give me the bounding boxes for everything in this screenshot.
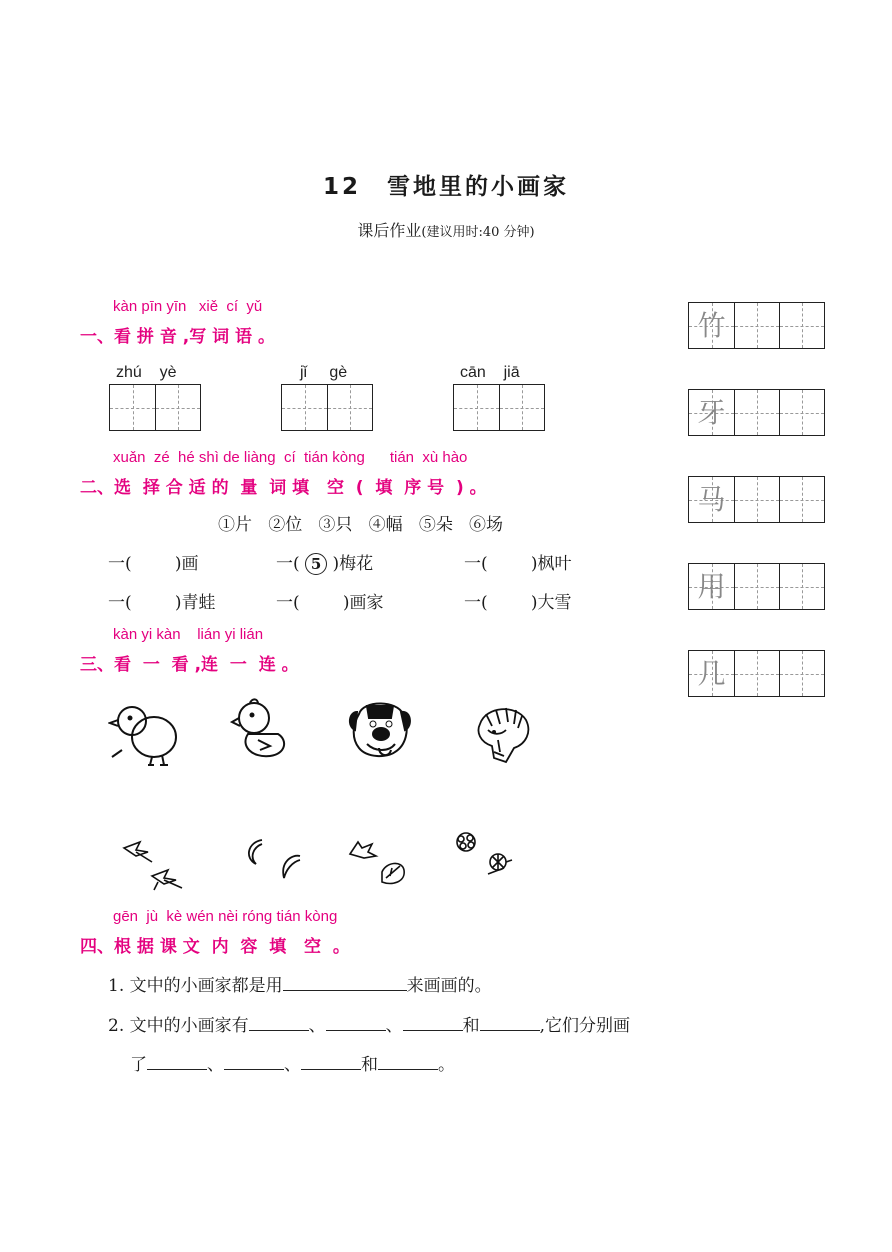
q1-text-a: 1. 文中的小画家都是用 xyxy=(108,976,283,996)
practice-grid-1[interactable] xyxy=(688,302,825,349)
practice-grid-5[interactable] xyxy=(688,650,825,697)
section1-heading: 一、看 拼 音 ,写 词 语 。 xyxy=(80,327,275,347)
lesson-title: 雪地里的小画家 xyxy=(387,174,569,200)
crescent-moon-footprint[interactable] xyxy=(240,834,306,890)
measure-word-options: ①片 ②位 ③只 ④幅 ⑤朵 ⑥场 xyxy=(218,515,504,535)
section3-heading: 三、看 一 看 ,连 一 连 。 xyxy=(80,655,299,675)
practice-char: 竹 xyxy=(697,309,726,342)
q2-blank-2[interactable] xyxy=(326,1014,386,1031)
word3-pinyin: cān jiā xyxy=(460,364,520,381)
section2-pinyin: xuǎn zé hé shì de liàng cí tián kòng tián xù hào xyxy=(113,449,468,466)
q1-text-b: 来画画的。 xyxy=(406,976,492,996)
word1-pinyin: zhú yè xyxy=(116,364,177,381)
word1-grid[interactable] xyxy=(109,384,201,431)
page-subtitle xyxy=(0,218,892,241)
end-punct: 。 xyxy=(438,1055,455,1075)
practice-grid-2[interactable] xyxy=(688,389,825,436)
section4-pinyin: gēn jù kè wén nèi róng tián kòng xyxy=(113,908,338,925)
fill-item[interactable]: 一( )枫叶 xyxy=(464,554,572,574)
practice-grid-3[interactable] xyxy=(688,476,825,523)
duckling-illustration[interactable] xyxy=(230,696,292,766)
bamboo-leaf-footprint[interactable] xyxy=(118,838,192,894)
chick-illustration[interactable] xyxy=(108,695,188,770)
subtitle-main: 课后作业 xyxy=(357,221,422,240)
page-title xyxy=(0,168,892,201)
fill-suffix: )梅花 xyxy=(327,554,374,574)
fill-item[interactable]: 一( )画家 xyxy=(276,593,384,613)
separator: 、 xyxy=(207,1055,224,1075)
q2-blank-6[interactable] xyxy=(224,1053,284,1070)
practice-char: 用 xyxy=(697,570,726,603)
q2-blank-3[interactable] xyxy=(403,1014,463,1031)
q1-blank[interactable] xyxy=(283,974,407,991)
separator: 、 xyxy=(385,1016,403,1036)
and-text: 和 xyxy=(361,1055,378,1075)
answer-circled-5: 5 xyxy=(305,553,327,575)
maple-leaf-footprint[interactable] xyxy=(346,838,408,888)
section2-heading: 二、选 择 合 适 的 量 词 填 空 ( 填 序 号 ) 。 xyxy=(80,478,487,498)
lesson-number: 12 xyxy=(322,174,361,200)
word3-grid[interactable] xyxy=(453,384,545,431)
q2-blank-1[interactable] xyxy=(249,1014,309,1031)
puppy-illustration[interactable] xyxy=(345,696,415,766)
fill-item[interactable]: 一( )大雪 xyxy=(464,593,572,613)
word2-pinyin: jǐ gè xyxy=(300,364,348,381)
question-1 xyxy=(108,971,492,996)
word2-grid[interactable] xyxy=(281,384,373,431)
section1-pinyin: kàn pīn yīn xiě cí yǔ xyxy=(113,298,263,315)
practice-char: 牙 xyxy=(697,396,726,429)
section4-heading: 四、根 据 课 文 内 容 填 空 。 xyxy=(80,937,350,957)
fill-item[interactable]: 一( )青蛙 xyxy=(108,593,216,613)
q2-text-c: 了 xyxy=(130,1055,147,1075)
practice-char: 几 xyxy=(697,657,726,690)
q2-blank-8[interactable] xyxy=(378,1053,438,1070)
q2-text-a: 2. 文中的小画家有 xyxy=(108,1016,249,1036)
fill-item-answered[interactable] xyxy=(276,549,373,575)
fill-prefix: 一( xyxy=(276,554,300,574)
horse-illustration[interactable] xyxy=(470,700,536,766)
question-2 xyxy=(108,1011,630,1036)
and-text: 和 xyxy=(462,1016,480,1036)
practice-grid-4[interactable] xyxy=(688,563,825,610)
section3-pinyin: kàn yi kàn lián yi lián xyxy=(113,626,264,643)
practice-char: 马 xyxy=(697,483,726,516)
q2-blank-7[interactable] xyxy=(301,1053,361,1070)
plum-blossom-footprint[interactable] xyxy=(452,830,522,886)
q2-blank-4[interactable] xyxy=(480,1014,540,1031)
q2-text-b: ,它们分别画 xyxy=(539,1016,631,1036)
fill-item[interactable]: 一( )画 xyxy=(108,554,199,574)
question-2-continued xyxy=(130,1050,455,1075)
subtitle-note: (建议用时:40 分钟) xyxy=(421,225,535,240)
separator: 、 xyxy=(284,1055,301,1075)
q2-blank-5[interactable] xyxy=(147,1053,207,1070)
separator: 、 xyxy=(308,1016,326,1036)
